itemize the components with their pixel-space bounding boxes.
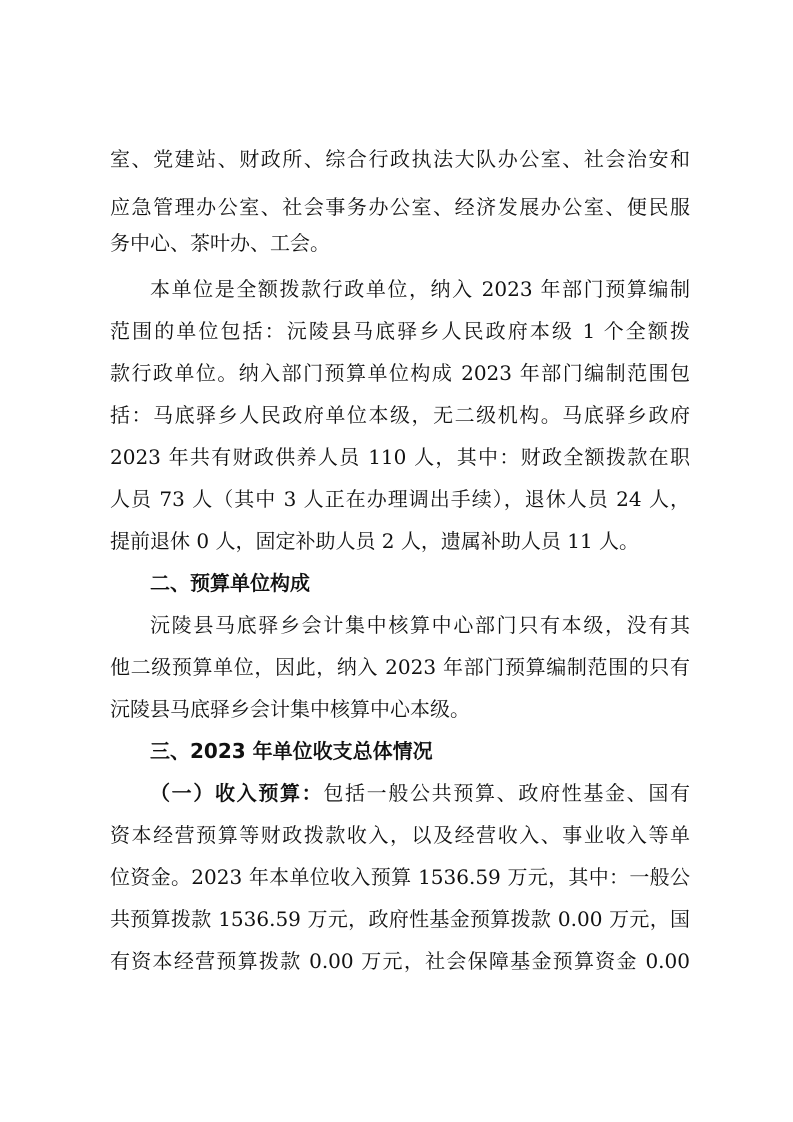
paragraph-line: 应急管理办公室、社会事务办公室、经济发展办公室、便民服 [110,195,690,219]
paragraph-line: 范围的单位包括：沅陵县马底驿乡人民政府本级 1 个全额拨 [110,319,690,343]
paragraph-line: 人员 73 人（其中 3 人正在办理调出手续），退休人员 24 人， [110,487,690,511]
paragraph-line: 共预算拨款 1536.59 万元，政府性基金预算拨款 0.00 万元，国 [110,907,690,931]
paragraph-line: 他二级预算单位，因此，纳入 2023 年部门预算编制范围的只有 [110,655,690,679]
paragraph-line: 括：马底驿乡人民政府单位本级，无二级机构。马底驿乡政府 [110,403,690,427]
paragraph-line: 沅陵县马底驿乡会计集中核算中心本级。 [110,697,470,721]
section-heading: 三、2023 年单位收支总体情况 [150,739,433,763]
paragraph-line: 位资金。2023 年本单位收入预算 1536.59 万元，其中：一般公 [110,865,690,889]
income-first-line [150,776,690,810]
income-first-line-text: 包括一般公共预算、政府性基金、国有 [323,781,691,805]
section-heading: 二、预算单位构成 [150,571,310,595]
paragraph-line: 室、党建站、财政所、综合行政执法大队办公室、社会治安和 [110,147,690,171]
paragraph-line: 提前退休 0 人，固定补助人员 2 人，遗属补助人员 11 人。 [110,529,640,553]
paragraph-line: 沅陵县马底驿乡会计集中核算中心部门只有本级，没有其 [150,613,690,637]
paragraph-line: 本单位是全额拨款行政单位，纳入 2023 年部门预算编制 [150,277,690,301]
paragraph-line: 资本经营预算等财政拨款收入，以及经营收入、事业收入等单 [110,823,690,847]
paragraph-line: 2023 年共有财政供养人员 110 人，其中：财政全额拨款在职 [110,445,690,469]
paragraph-line: 务中心、茶叶办、工会。 [110,231,330,255]
paragraph-line: 款行政单位。纳入部门预算单位构成 2023 年部门编制范围包 [110,361,690,385]
income-subheading: （一）收入预算： [150,781,324,805]
paragraph-line: 有资本经营预算拨款 0.00 万元，社会保障基金预算资金 0.00 [110,949,690,973]
